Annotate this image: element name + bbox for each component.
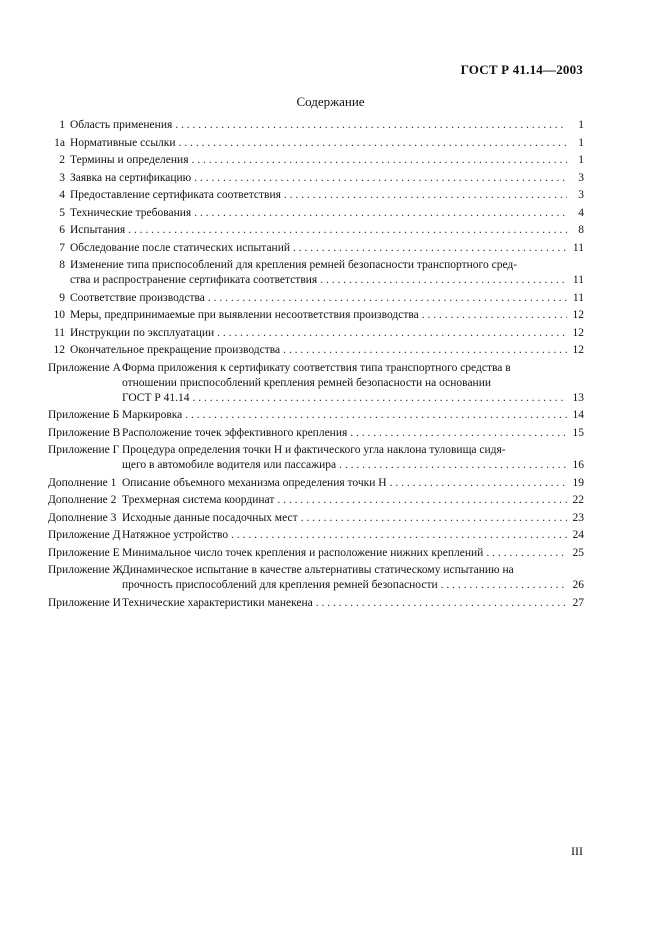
- entry-title-line: Испытания: [70, 224, 126, 236]
- entry-title-line: Расположение точек эффективного крепления: [122, 426, 348, 439]
- dot-leader: [217, 326, 567, 341]
- appendix-label: Приложение А: [48, 361, 121, 374]
- entry-title-line: Заявка на сертификацию: [70, 171, 192, 184]
- entry-title-line: Процедура определения точки Н и фактического угла наклона туловища сидя-: [122, 444, 506, 456]
- toc-appendix-row[interactable]: [48, 528, 584, 543]
- toc-section-row[interactable]: [48, 136, 584, 151]
- entry-title-line: Технические характеристики манекена: [122, 596, 313, 609]
- dot-leader: [208, 291, 567, 306]
- page-ref: 11: [572, 274, 584, 286]
- appendix-label: Приложение Ж: [48, 564, 123, 576]
- entry-title-line: прочность приспособлений для крепления ремней безопасности: [122, 579, 438, 591]
- page-number: III: [571, 844, 583, 858]
- section-number: 10: [53, 309, 65, 321]
- page-ref: 26: [572, 579, 584, 591]
- page-ref: 12: [572, 344, 584, 356]
- page-ref: 1: [578, 136, 584, 149]
- section-number: 4: [59, 189, 65, 201]
- appendix-label: Дополнение 1: [48, 476, 117, 489]
- entry-title-line: Форма приложения к сертификату соответствия типа транспортного средства в: [122, 361, 511, 374]
- page-ref: 1: [578, 154, 584, 166]
- entry-title-line: Исходные данные посадочных мест: [122, 511, 298, 524]
- section-number: 8: [59, 259, 65, 271]
- section-number: 7: [59, 241, 65, 254]
- dot-leader: [193, 391, 567, 406]
- dot-leader: [277, 493, 567, 508]
- dot-leader: [231, 528, 567, 543]
- entry-title-line: щего в автомобиле водителя или пассажира: [122, 459, 337, 471]
- appendix-label: Приложение В: [48, 426, 121, 439]
- section-number: 5: [59, 206, 65, 219]
- appendix-label: Приложение И: [48, 596, 121, 609]
- entry-title-line: Окончательное прекращение производства: [70, 344, 281, 356]
- page-ref: 22: [572, 494, 584, 506]
- appendix-label: Дополнение 3: [48, 511, 117, 524]
- entry-title-line: Термины и определения: [70, 154, 189, 166]
- entry-title-line: Инструкции по эксплуатации: [70, 326, 215, 339]
- entry-title-line: ства и распространение сертификата соответствия: [70, 274, 318, 286]
- page-ref: 11: [572, 241, 584, 254]
- section-number: 12: [53, 344, 65, 356]
- toc-title: Содержание: [296, 94, 365, 109]
- dot-leader: [194, 206, 567, 221]
- standard-code-header: ГОСТ Р 41.14—2003: [460, 62, 583, 77]
- appendix-label: Дополнение 2: [48, 494, 117, 506]
- page-ref: 25: [572, 546, 584, 559]
- page-ref: 19: [572, 476, 584, 489]
- entry-title-line: Предоставление сертификата соответствия: [70, 189, 281, 201]
- page-ref: 4: [578, 206, 584, 219]
- dot-leader: [350, 426, 567, 441]
- page-ref: 3: [578, 171, 584, 184]
- page-ref: 27: [572, 596, 584, 609]
- appendix-label: Приложение Б: [48, 409, 120, 421]
- page-ref: 15: [572, 426, 584, 439]
- dot-leader: [301, 511, 567, 526]
- toc-appendix-row[interactable]: [48, 511, 584, 526]
- toc-appendix-row[interactable]: [48, 546, 584, 561]
- toc-section-row[interactable]: [48, 118, 584, 133]
- toc-appendix-row[interactable]: [48, 408, 584, 423]
- page-ref: 12: [572, 309, 584, 321]
- dot-leader: [390, 476, 567, 491]
- toc-appendix-row[interactable]: [48, 476, 584, 491]
- toc-appendix-row[interactable]: [48, 443, 584, 473]
- entry-title-line: Технические требования: [70, 206, 192, 219]
- dot-leader: [320, 273, 567, 288]
- section-number: 9: [59, 291, 65, 304]
- dot-leader: [293, 241, 567, 256]
- page-ref: 13: [572, 391, 584, 404]
- toc-appendix-row[interactable]: [48, 596, 584, 611]
- toc-section-row[interactable]: [48, 188, 584, 203]
- dot-leader: [128, 223, 567, 238]
- page-ref: 23: [572, 511, 584, 524]
- section-number: 2: [59, 154, 65, 166]
- page-ref: 12: [572, 326, 584, 339]
- dot-leader: [194, 171, 567, 186]
- dot-leader: [339, 458, 567, 473]
- entry-title-line: Меры, предпринимаемые при выявлении несоответствия производства: [70, 309, 419, 321]
- appendix-label: Приложение Е: [48, 546, 120, 559]
- dot-leader: [283, 343, 567, 358]
- dot-leader: [284, 188, 567, 203]
- section-number: 1а: [54, 136, 65, 149]
- section-number: 3: [59, 171, 65, 184]
- section-number: 1: [59, 119, 65, 131]
- toc-appendix-row[interactable]: [48, 563, 584, 593]
- page-ref: 16: [572, 459, 584, 471]
- page-ref: 24: [572, 529, 584, 541]
- section-number: 6: [59, 224, 65, 236]
- entry-title-line: Изменение типа приспособлений для крепления ремней безопасности транспортного сред-: [70, 259, 518, 271]
- entry-title-line: ГОСТ Р 41.14: [122, 391, 190, 404]
- toc-appendix-row[interactable]: [48, 361, 584, 406]
- toc-section-row[interactable]: [48, 343, 584, 358]
- toc-section-row[interactable]: [48, 241, 584, 256]
- appendix-label: Приложение Г: [48, 444, 120, 456]
- entry-title-line: Описание объемного механизма определения точки Н: [122, 476, 387, 489]
- entry-title-line: Соответствие производства: [70, 291, 205, 304]
- dot-leader: [179, 136, 567, 151]
- toc-section-row[interactable]: [48, 258, 584, 288]
- toc-section-row[interactable]: [48, 291, 584, 306]
- section-number: 11: [53, 326, 65, 339]
- entry-title-line: Обследование после статических испытаний: [70, 241, 291, 254]
- entry-title-line: Натяжное устройство: [122, 529, 229, 541]
- entry-title-line: Область применения: [70, 119, 173, 131]
- entry-title-line: Маркировка: [122, 409, 183, 421]
- dot-leader: [422, 308, 567, 323]
- dot-leader: [316, 596, 567, 611]
- page-ref: 14: [572, 409, 584, 421]
- toc-section-row[interactable]: [48, 206, 584, 221]
- dot-leader: [185, 408, 567, 423]
- dot-leader: [175, 118, 567, 133]
- entry-title-line: Динамическое испытание в качестве альтернативы статическому испытанию на: [122, 564, 514, 576]
- page-ref: 11: [572, 291, 584, 304]
- toc-section-row[interactable]: [48, 223, 584, 238]
- entry-title-line: Трехмерная система координат: [122, 494, 275, 506]
- toc-appendix-row[interactable]: [48, 493, 584, 508]
- table-of-contents: [48, 118, 584, 613]
- entry-title-line: Нормативные ссылки: [70, 136, 176, 149]
- entry-title-line: отношении приспособлений крепления ремней безопасности на основании: [122, 376, 492, 389]
- dot-leader: [486, 546, 567, 561]
- dot-leader: [192, 153, 568, 168]
- dot-leader: [441, 578, 567, 593]
- toc-section-row[interactable]: [48, 153, 584, 168]
- page-ref: 8: [578, 224, 584, 236]
- appendix-label: Приложение Д: [48, 529, 121, 541]
- entry-title-line: Минимальное число точек крепления и расположение нижних креплений: [122, 546, 484, 559]
- page-ref: 3: [578, 189, 584, 201]
- page-ref: 1: [578, 119, 584, 131]
- toc-section-row[interactable]: [48, 308, 584, 323]
- toc-section-row[interactable]: [48, 171, 584, 186]
- toc-section-row[interactable]: [48, 326, 584, 341]
- toc-appendix-row[interactable]: [48, 426, 584, 441]
